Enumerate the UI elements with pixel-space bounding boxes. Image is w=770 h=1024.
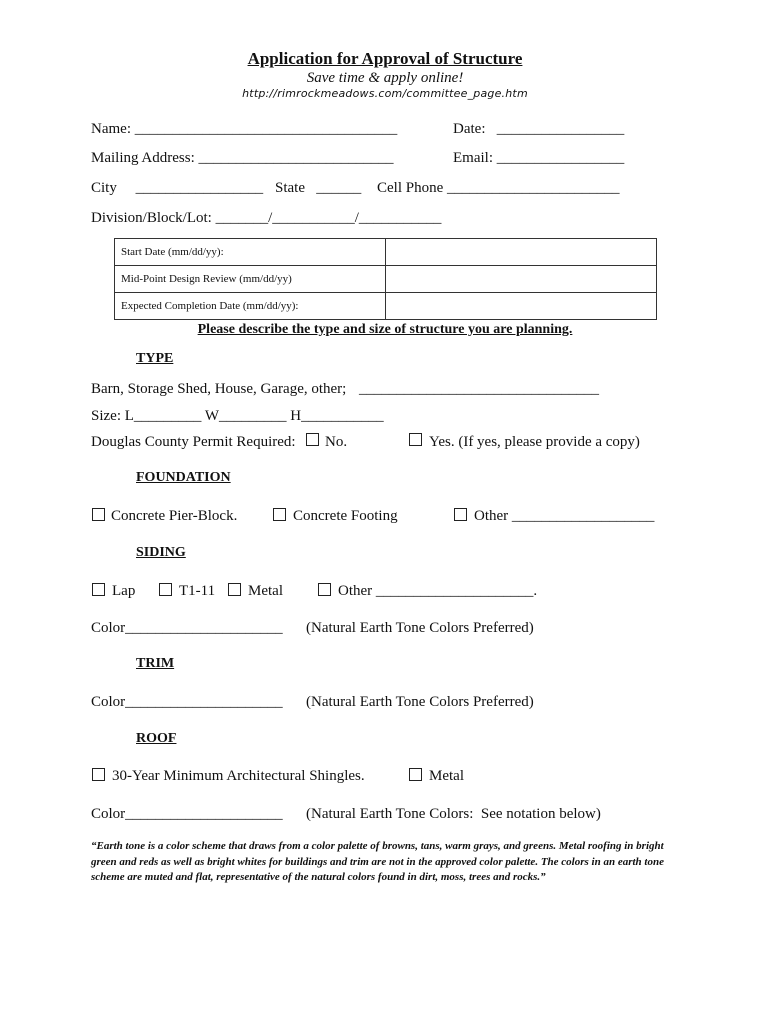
trim-color-note: (Natural Earth Tone Colors Preferred) <box>306 694 534 710</box>
shingles-checkbox[interactable] <box>92 768 105 781</box>
roof-section-header: ROOF <box>136 731 177 746</box>
shingles-label: 30-Year Minimum Architectural Shingles. <box>112 768 365 784</box>
completion-date-input[interactable] <box>386 293 657 320</box>
concrete-footing-checkbox[interactable] <box>273 508 286 521</box>
name-field[interactable]: Name: ___________________________________ <box>91 121 398 137</box>
size-field[interactable]: Size: L_________ W_________ H___________ <box>91 408 384 424</box>
lap-checkbox[interactable] <box>92 583 105 596</box>
siding-color-field[interactable]: Color_____________________ <box>91 620 283 636</box>
schedule-table <box>114 238 657 320</box>
instructions-heading: Please describe the type and size of structure you are planning. <box>197 322 573 337</box>
cell-phone-field[interactable]: Cell Phone _______________________ <box>377 180 620 196</box>
start-date-label: Start Date (mm/dd/yy): <box>115 239 386 266</box>
siding-metal-label: Metal <box>248 583 283 599</box>
mid-point-review-input[interactable] <box>386 266 657 293</box>
lap-label: Lap <box>112 583 136 599</box>
online-url-link[interactable]: http://rimrockmeadows.com/committee_page.htm <box>242 87 528 100</box>
completion-date-label: Expected Completion Date (mm/dd/yy): <box>115 293 386 320</box>
earth-tone-note: “Earth tone is a color scheme that draws from a color palette of browns, tans, warm grays, and greens. Metal roofing in bright green and reds as well as bright whites for buildings and trim are not in the approved color palette. The colors in an earth tone scheme are muted and flat, representative of the natural colors found in dirt, moss, trees and rocks.” <box>91 840 664 883</box>
permit-label: Douglas County Permit Required: <box>91 434 296 450</box>
pier-block-label: Concrete Pier-Block. <box>111 508 238 524</box>
date-field[interactable]: Date: _________________ <box>453 121 625 137</box>
siding-other-checkbox[interactable] <box>318 583 331 596</box>
foundation-other-checkbox[interactable] <box>454 508 467 521</box>
t1-11-label: T1-11 <box>179 583 216 599</box>
form-subtitle: Save time & apply online! <box>306 70 464 86</box>
structure-type-input[interactable]: ________________________________ <box>359 381 599 397</box>
concrete-footing-label: Concrete Footing <box>293 508 398 524</box>
division-block-lot-field[interactable]: Division/Block/Lot: _______/___________/___________ <box>91 210 442 226</box>
foundation-other-field[interactable]: Other ___________________ <box>474 508 655 524</box>
t1-11-checkbox[interactable] <box>159 583 172 596</box>
siding-color-note: (Natural Earth Tone Colors Preferred) <box>306 620 534 636</box>
siding-metal-checkbox[interactable] <box>228 583 241 596</box>
trim-section-header: TRIM <box>136 656 175 671</box>
table-row <box>115 293 657 320</box>
permit-yes-label: Yes. (If yes, please provide a copy) <box>429 434 640 450</box>
start-date-input[interactable] <box>386 239 657 266</box>
siding-section-header: SIDING <box>136 545 186 560</box>
state-field[interactable]: State ______ <box>275 180 362 196</box>
roof-color-note: (Natural Earth Tone Colors: See notation below) <box>306 806 601 822</box>
city-field[interactable]: City _________________ <box>91 180 264 196</box>
foundation-section-header: FOUNDATION <box>136 470 231 485</box>
trim-color-field[interactable]: Color_____________________ <box>91 694 283 710</box>
mailing-address-field[interactable]: Mailing Address: __________________________ <box>91 150 394 166</box>
pier-block-checkbox[interactable] <box>92 508 105 521</box>
roof-metal-label: Metal <box>429 768 464 784</box>
roof-color-field[interactable]: Color_____________________ <box>91 806 283 822</box>
email-field[interactable]: Email: _________________ <box>453 150 625 166</box>
table-row <box>115 239 657 266</box>
roof-metal-checkbox[interactable] <box>409 768 422 781</box>
table-row <box>115 266 657 293</box>
type-section-header: TYPE <box>136 351 174 366</box>
mid-point-review-label: Mid-Point Design Review (mm/dd/yy) <box>115 266 386 293</box>
permit-no-checkbox[interactable] <box>306 433 319 446</box>
permit-yes-checkbox[interactable] <box>409 433 422 446</box>
form-title: Application for Approval of Structure <box>247 49 523 68</box>
siding-other-field[interactable]: Other _____________________. <box>338 583 538 599</box>
structure-types-label: Barn, Storage Shed, House, Garage, other; <box>91 381 347 397</box>
permit-no-label: No. <box>325 434 348 450</box>
